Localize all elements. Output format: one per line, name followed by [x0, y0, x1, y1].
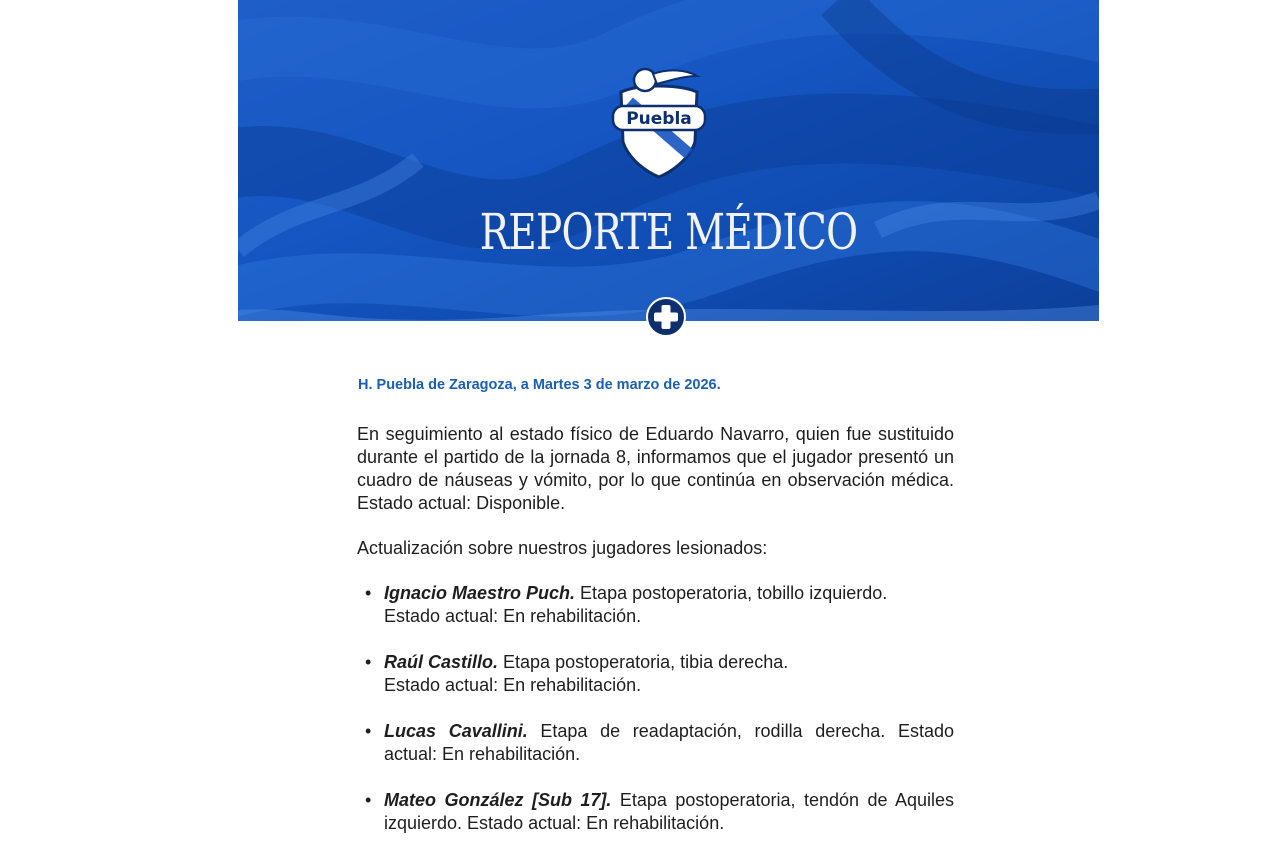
player-state: Estado actual: En rehabilitación. — [384, 606, 642, 626]
player-name: Raúl Castillo. — [384, 652, 499, 672]
player-status: Etapa postoperatoria, tendón de Aquiles izquierdo. Estado actual: En rehabilitación. — [384, 790, 955, 833]
player-name: Mateo González [Sub 17]. — [384, 790, 612, 810]
list-item — [357, 720, 954, 766]
report-title: REPORTE MÉDICO — [479, 203, 858, 261]
player-name: Lucas Cavallini. — [384, 721, 528, 741]
player-name: Ignacio Maestro Puch. — [384, 583, 576, 603]
player-status: Etapa de readaptación, rodilla derecha. Estado actual: En rehabilitación. — [384, 721, 954, 764]
list-item — [357, 651, 954, 697]
player-state: Estado actual: En rehabilitación. — [384, 675, 642, 695]
plus-icon — [645, 296, 687, 338]
bullet: • — [365, 652, 372, 672]
svg-text:Puebla: Puebla — [626, 109, 692, 129]
bullet: • — [365, 790, 372, 810]
header-banner — [238, 0, 1099, 321]
injured-intro: Actualización sobre nuestros jugadores lesionados: — [357, 538, 768, 558]
injured-players-list — [357, 582, 954, 853]
list-item — [357, 789, 954, 835]
dateline: H. Puebla de Zaragoza, a Martes 3 de marzo de 2026. — [358, 377, 721, 393]
player-status: Etapa postoperatoria, tibia derecha. — [498, 652, 789, 672]
bullet: • — [365, 721, 372, 741]
puebla-crest-logo — [609, 62, 709, 180]
bullet: • — [365, 583, 372, 603]
list-item — [357, 582, 954, 628]
main-paragraph: En seguimiento al estado físico de Eduardo Navarro, quien fue sustituido durante el partido de la jornada 8, informamos que el jugador presentó un cuadro de náuseas y vómito, por lo que continúa en observación médica. Estado actual: Disponible. — [357, 424, 954, 513]
player-status: Etapa postoperatoria, tobillo izquierdo. — [575, 583, 888, 603]
